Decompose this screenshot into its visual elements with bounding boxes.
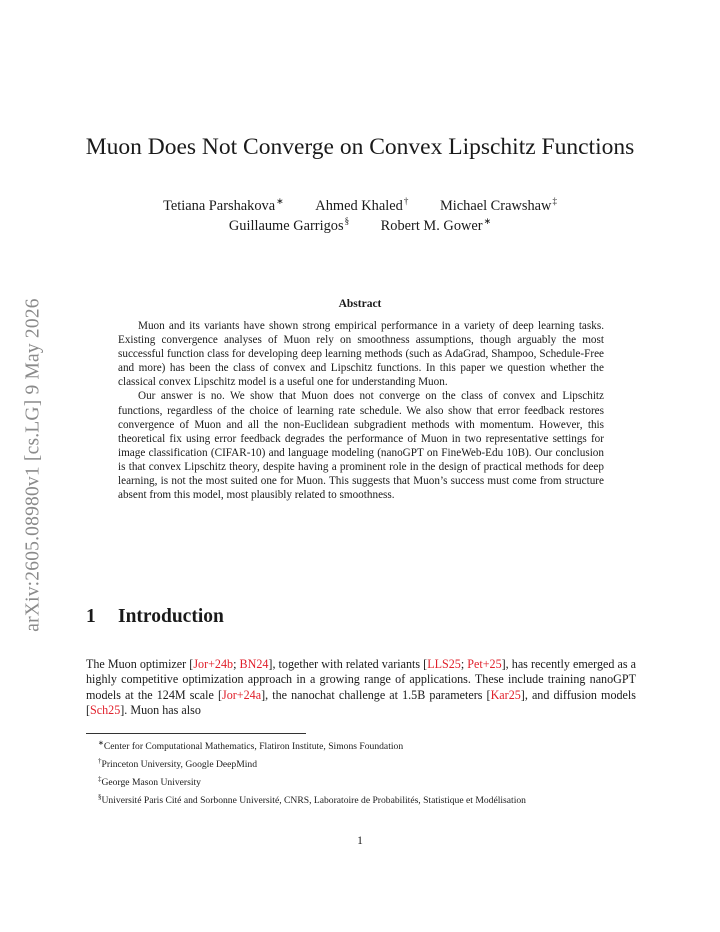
footnote: ∗Center for Computational Mathematics, Flatiron Institute, Simons Foundation [98,739,404,752]
author-mark: ∗ [276,196,284,206]
author-mark: ‡ [552,196,557,206]
citation-link[interactable]: Sch25 [90,702,121,717]
footnote: ‡George Mason University [98,775,201,789]
paper-title: Muon Does Not Converge on Convex Lipschitz Functions [85,134,635,160]
page-number: 1 [357,835,363,847]
citation-link[interactable]: Jor+24a [222,687,262,702]
intro-paragraph: The Muon optimizer [Jor+24b; BN24], together with related variants [LLS25; Pet+25], has recently emerged as a highly competitive optimization approach in a growing range of applications. These include training nanoGPT models at the 124M scale [Jor+24a], the nanochat challenge at 1.5B parameters [Kar25], and diffusion models [Sch25]. Muon has also [86,657,637,717]
footnote: §Université Paris Cité and Sorbonne Université, CNRS, Laboratoire de Probabilités, Statistique et Modélisation [98,793,526,807]
arxiv-stamp [20,260,48,670]
citation-link[interactable]: BN24 [239,657,269,671]
footnote: †Princeton University, Google DeepMind [98,757,258,771]
citation-link[interactable]: Kar25 [490,687,521,702]
author: Michael Crawshaw‡ [439,196,557,214]
author: Robert M. Gower∗ [380,216,492,234]
section-number: 1 [86,606,96,627]
author: Guillaume Garrigos§ [228,216,350,234]
author-row-2 [60,216,660,235]
author: Ahmed Khaled† [315,196,409,214]
abstract-paragraph: Muon and its variants have shown strong empirical performance in a variety of deep learning tasks. Existing convergence analyses of Muon rely on smoothness assumptions, though arguably the most successful function class for developing deep learning methods (such as AdaGrad, Shampoo, Schedule-Free and more) has been the class of convex and Lipschitz functions. In this paper we question whether the classical convex Lipschitz model is a useful one for understanding Muon. [118,320,604,389]
abstract-heading: Abstract [338,298,382,310]
author-mark: § [344,216,350,226]
citation-link[interactable]: LLS25 [427,657,461,671]
author-row-1 [60,196,660,215]
section-heading [86,606,224,628]
author-mark: † [403,196,409,206]
section-title: Introduction [118,606,224,627]
abstract-paragraph: Our answer is no. We show that Muon does not converge on the class of convex and Lipschitz functions, regardless of the choice of learning rate schedule. We also show that error feedback restores convergence of Muon and all the non-Euclidean subgradient methods with momentum. However, this theoretical fix using error feedback degrades the performance of Muon in two representative settings for image classification (CIFAR-10) and language modeling (nanoGPT on FineWeb-Edu 10B). Our conclusion is that convex Lipschitz theory, despite having a prominent role in the design of practical methods for deep learning, is not the most suited one for Muon. This suggests that Muon’s success must come from structure absent from this model, most plausibly related to smoothness. [118,390,604,502]
citation-link[interactable]: Jor+24b [193,657,234,671]
arxiv-stamp-text: arXiv:2605.08980v1 [cs.LG] 9 May 2026 [23,298,44,632]
footnote-rule [86,733,306,734]
author-mark: ∗ [483,216,492,226]
citation-link[interactable]: Pet+25 [467,657,502,671]
abstract-body [118,319,604,502]
footnotes [86,736,636,808]
author: Tetiana Parshakova∗ [163,196,284,214]
